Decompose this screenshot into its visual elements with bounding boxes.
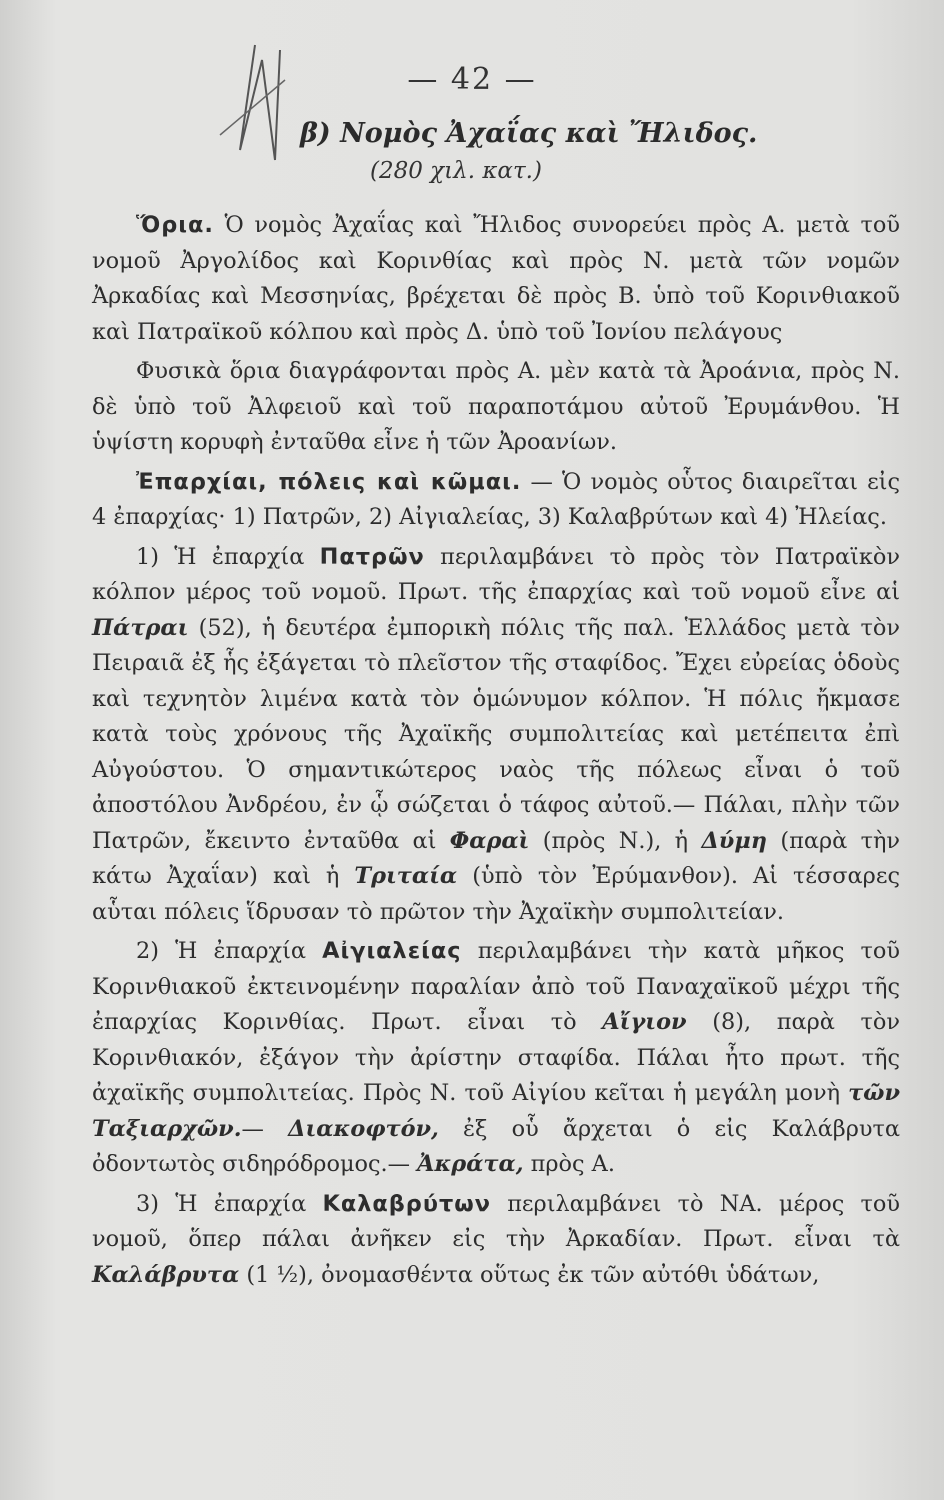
paragraph-aigialeia — [92, 934, 900, 1183]
place-name: Τριταία — [354, 863, 458, 889]
text-run: 2) Ἡ ἐπαρχία — [136, 938, 323, 964]
text-run: περιλαμβάνει τὴν κατὰ μῆκος τοῦ Κορινθιακοῦ ἐκτεινομένην παραλίαν ἀπὸ τοῦ Παναχαϊκοῦ μέχρι τῆς ἐπαρχίας Κορινθίας. Πρωτ. εἶναι τὸ — [92, 938, 901, 1035]
text-run: πρὸς Α. — [523, 1151, 615, 1177]
text-run: (8), παρὰ τὸν Κορινθιακόν, ἐξάγον τὴν ἀρίστην σταφίδα. Πάλαι ἦτο πρωτ. τῆς ἀχαϊκῆς συμπολιτείας. Πρὸς Ν. τοῦ Αἰγίου κεῖται ἡ μεγάλη μονὴ — [92, 1009, 900, 1106]
text-run: ἐξ οὗ ἄρχεται ὁ εἰς Καλάβρυτα ὀδοντωτὸς σιδηρόδρομος.— — [92, 1115, 900, 1177]
place-name: Δύμη — [701, 827, 768, 854]
heading-provinces: Ἐπαρχίαι, πόλεις καὶ κῶμαι. — [136, 468, 522, 495]
place-name: Καλάβρυτα — [92, 1261, 240, 1288]
province-name-kalavryton: Καλαβρύτων — [322, 1190, 491, 1217]
paragraph-natural-boundaries — [92, 354, 900, 461]
place-name: Διακοφτόν, — [288, 1115, 439, 1142]
page-number: — 42 — — [407, 62, 537, 97]
text-run: — Ὁ νομὸς οὗτος διαιρεῖται εἰς 4 ἐπαρχίας· 1) Πατρῶν, 2) Αἰγιαλείας, 3) Καλαβρύτων καὶ 4) Ἠλείας. — [92, 468, 900, 530]
paragraph-provinces — [92, 465, 900, 536]
section-title: β) Νομὸς Ἀχαΐας καὶ Ἤλιδος. — [300, 118, 758, 149]
pen-scribble-mark — [200, 40, 320, 170]
place-name: Ἀκράτα, — [417, 1151, 524, 1177]
text-run: 1) Ἡ ἐπαρχία — [136, 543, 320, 570]
paragraph-patras — [92, 540, 900, 931]
paragraph-boundaries — [92, 208, 900, 350]
place-name: τῶν Ταξιαρχῶν. — [92, 1080, 900, 1142]
text-run: περιλαμβάνει τὸ ΝΑ. μέρος τοῦ νομοῦ, ὅπερ πάλαι ἀνῆκεν εἰς τὴν Ἀρκαδίαν. Πρωτ. εἶναι τὰ — [92, 1190, 901, 1252]
text-run: (πρὸς Ν.), ἡ — [529, 827, 702, 854]
text-run: (ὑπὸ τὸν Ἐρύμανθον). Αἱ τέσσαρες αὗται πόλεις ἵδρυσαν τὸ πρῶτον τὴν Ἀχαϊκὴν συμπολιτείαν. — [92, 863, 900, 925]
text-run: Φυσικὰ ὅρια διαγράφονται πρὸς Α. μὲν κατὰ τὰ Ἀροάνια, πρὸς Ν. δὲ ὑπὸ τοῦ Ἀλφειοῦ καὶ τοῦ παραποτάμου αὐτοῦ Ἐρυμάνθου. Ἡ ὑψίστη κορυφὴ ἐνταῦθα εἶνε ἡ τῶν Ἀροανίων. — [92, 358, 900, 455]
place-name: Φαραὶ — [449, 827, 530, 854]
text-run: (παρὰ τὴν κάτω Ἀχαΐαν) καὶ ἡ — [92, 827, 900, 889]
text-run: — — [241, 1115, 289, 1142]
text-run: (1 ½), ὀνομασθέντα οὕτως ἐκ τῶν αὐτόθι ὑδάτων, — [239, 1261, 820, 1288]
province-name-aigialeias: Αἰγιαλείας — [322, 938, 462, 964]
section-subtitle: (280 χιλ. κατ.) — [370, 158, 542, 184]
place-name: Αἴγιον — [602, 1009, 687, 1035]
place-name: Πάτραι — [92, 614, 189, 641]
text-run: περιλαμβάνει τὸ πρὸς τὸν Πατραϊκὸν κόλπον μέρος τοῦ νομοῦ. Πρωτ. τῆς ἐπαρχίας καὶ τοῦ νομοῦ εἶνε αἱ — [92, 543, 900, 605]
body-text — [92, 208, 900, 1293]
heading-boundaries: Ὅρια. — [136, 212, 214, 238]
text-run: Ὁ νομὸς Ἀχαΐας καὶ Ἤλιδος συνορεύει πρὸς Α. μετὰ τοῦ νομοῦ Ἀργολίδος καὶ Κορινθίας καὶ πρὸς Ν. μετὰ τῶν νομῶν Ἀρκαδίας καὶ Μεσσηνίας, βρέχεται δὲ πρὸς Β. ὑπὸ τοῦ Κορινθιακοῦ καὶ Πατραϊκοῦ κόλπου καὶ πρὸς Δ. ὑπὸ τοῦ Ἰονίου πελάγους — [92, 212, 900, 345]
text-run: (52), ἡ δευτέρα ἐμπορικὴ πόλις τῆς παλ. Ἑλλάδος μετὰ τὸν Πειραιᾶ ἐξ ἧς ἐξάγεται τὸ πλεῖστον τῆς σταφίδος. Ἔχει εὐρείας ὁδοὺς καὶ τεχνητὸν λιμένα κατὰ τὸν ὁμώνυμον κόλπον. Ἡ πόλις ἤκμασε κατὰ τοὺς χρόνους τῆς Ἀχαϊκῆς συμπολιτείας καὶ μετέπειτα ἐπὶ Αὐγούστου. Ὁ σημαντικώτερος ναὸς τῆς πόλεως εἶναι ὁ τοῦ ἀποστόλου Ἀνδρέου, ἐν ᾧ σώζεται ὁ τάφος αὐτοῦ.— Πάλαι, πλὴν τῶν Πατρῶν, ἔκειντο ἐνταῦθα αἱ — [92, 614, 900, 854]
province-name-patron: Πατρῶν — [319, 543, 425, 570]
text-run: 3) Ἡ ἐπαρχία — [136, 1190, 323, 1217]
paragraph-kalavryta — [92, 1187, 900, 1294]
